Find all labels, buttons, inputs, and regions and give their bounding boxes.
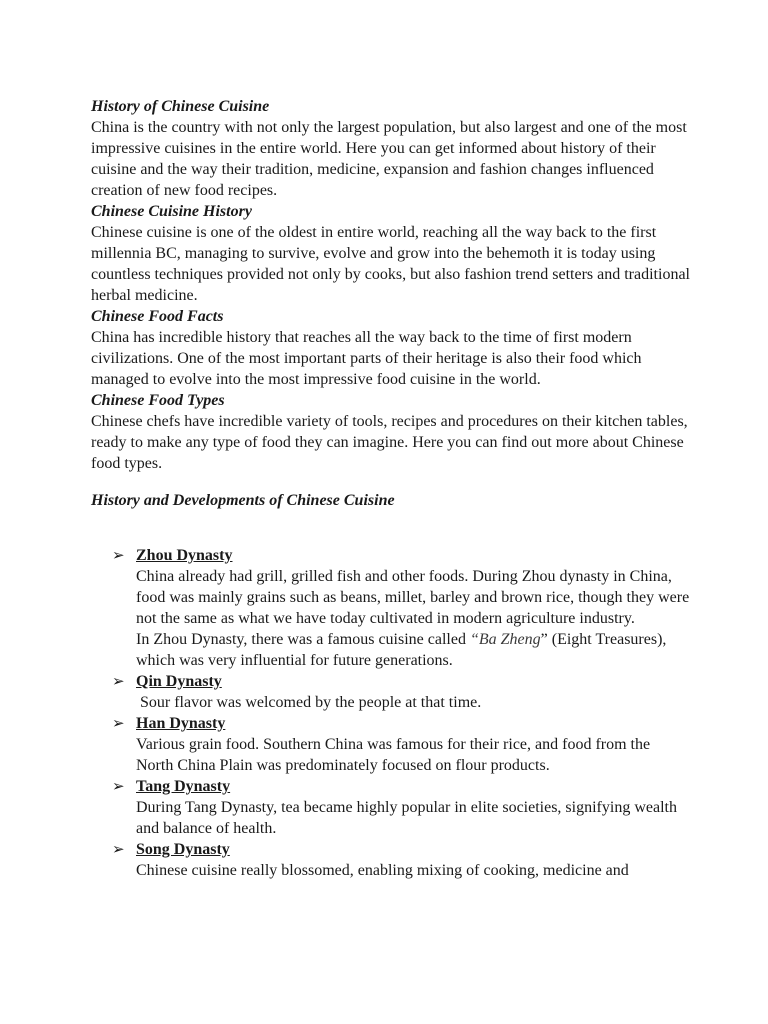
list-item-tang-dynasty <box>91 776 691 839</box>
dynasty-name-song: Song Dynasty <box>136 841 230 858</box>
heading-chinese-food-facts: Chinese Food Facts <box>91 308 224 325</box>
heading-chinese-cuisine-history: Chinese Cuisine History <box>91 203 252 220</box>
arrow-bullet-icon: ➢ <box>112 840 125 858</box>
list-item-song-dynasty <box>91 839 691 881</box>
ba-zheng-name: “Ba Zheng <box>469 631 541 648</box>
blank-line <box>91 474 691 490</box>
heading-history-of-chinese-cuisine: History of Chinese Cuisine <box>91 98 270 115</box>
heading-chinese-food-types: Chinese Food Types <box>91 392 225 409</box>
list-item-qin-dynasty <box>91 671 691 713</box>
section-title: History and Developments of Chinese Cuisine <box>91 492 395 509</box>
dynasty-desc-zhou: China already had grill, grilled fish and other foods. During Zhou dynasty in China, food was mainly grains such as beans, millet, barley and brown rice, though they were not the same as what we have today cultivated in modern agriculture industry. <box>136 568 690 627</box>
ba-zheng-outro-text: ” (Eight Treasures), which was very influential for future generations. <box>136 631 667 669</box>
dynasty-desc-qin: Sour flavor was welcomed by the people at that time. <box>140 694 482 711</box>
ba-zheng-intro-text: In Zhou Dynasty, there was a famous cuisine called <box>136 631 470 648</box>
dynasty-name-tang: Tang Dynasty <box>136 778 231 795</box>
list-item-han-dynasty <box>91 713 691 776</box>
dynasty-desc-zhou-ba-zheng <box>136 629 691 671</box>
list-item-zhou-dynasty <box>91 545 691 671</box>
dynasty-name-qin: Qin Dynasty <box>136 673 222 690</box>
dynasty-desc-tang: During Tang Dynasty, tea became highly popular in elite societies, signifying wealth and balance of health. <box>136 799 677 837</box>
paragraph-chinese-cuisine-history: Chinese cuisine is one of the oldest in entire world, reaching all the way back to the first millennia BC, managing to survive, evolve and grow into the behemoth it is today using countless techniques provided not only by cooks, but also fashion trend setters and traditional herbal medicine. <box>91 224 690 304</box>
dynasty-desc-song: Chinese cuisine really blossomed, enabling mixing of cooking, medicine and <box>136 862 629 879</box>
dynasty-name-zhou: Zhou Dynasty <box>136 547 233 564</box>
paragraph-history-of-chinese-cuisine: China is the country with not only the largest population, but also largest and one of the most impressive cuisines in the entire world. Here you can get informed about history of their cuisine and the way their tradition, medicine, expansion and fashion changes influenced creation of new food recipes. <box>91 119 687 199</box>
dynasty-desc-han: Various grain food. Southern China was famous for their rice, and food from the North China Plain was predominately focused on flour products. <box>136 736 651 774</box>
blank-line <box>91 511 691 545</box>
paragraph-chinese-food-facts: China has incredible history that reaches all the way back to the time of first modern civilizations. One of the most important parts of their heritage is also their food which managed to evolve into the most impressive food cuisine in the world. <box>91 329 642 388</box>
document-page <box>91 96 691 881</box>
arrow-bullet-icon: ➢ <box>112 714 125 732</box>
dynasty-name-han: Han Dynasty <box>136 715 226 732</box>
arrow-bullet-icon: ➢ <box>112 672 125 690</box>
arrow-bullet-icon: ➢ <box>112 777 125 795</box>
dynasty-list <box>91 545 691 881</box>
arrow-bullet-icon: ➢ <box>112 546 125 564</box>
paragraph-chinese-food-types: Chinese chefs have incredible variety of tools, recipes and procedures on their kitchen tables, ready to make any type of food they can imagine. Here you can find out more about Chinese food types. <box>91 413 688 472</box>
